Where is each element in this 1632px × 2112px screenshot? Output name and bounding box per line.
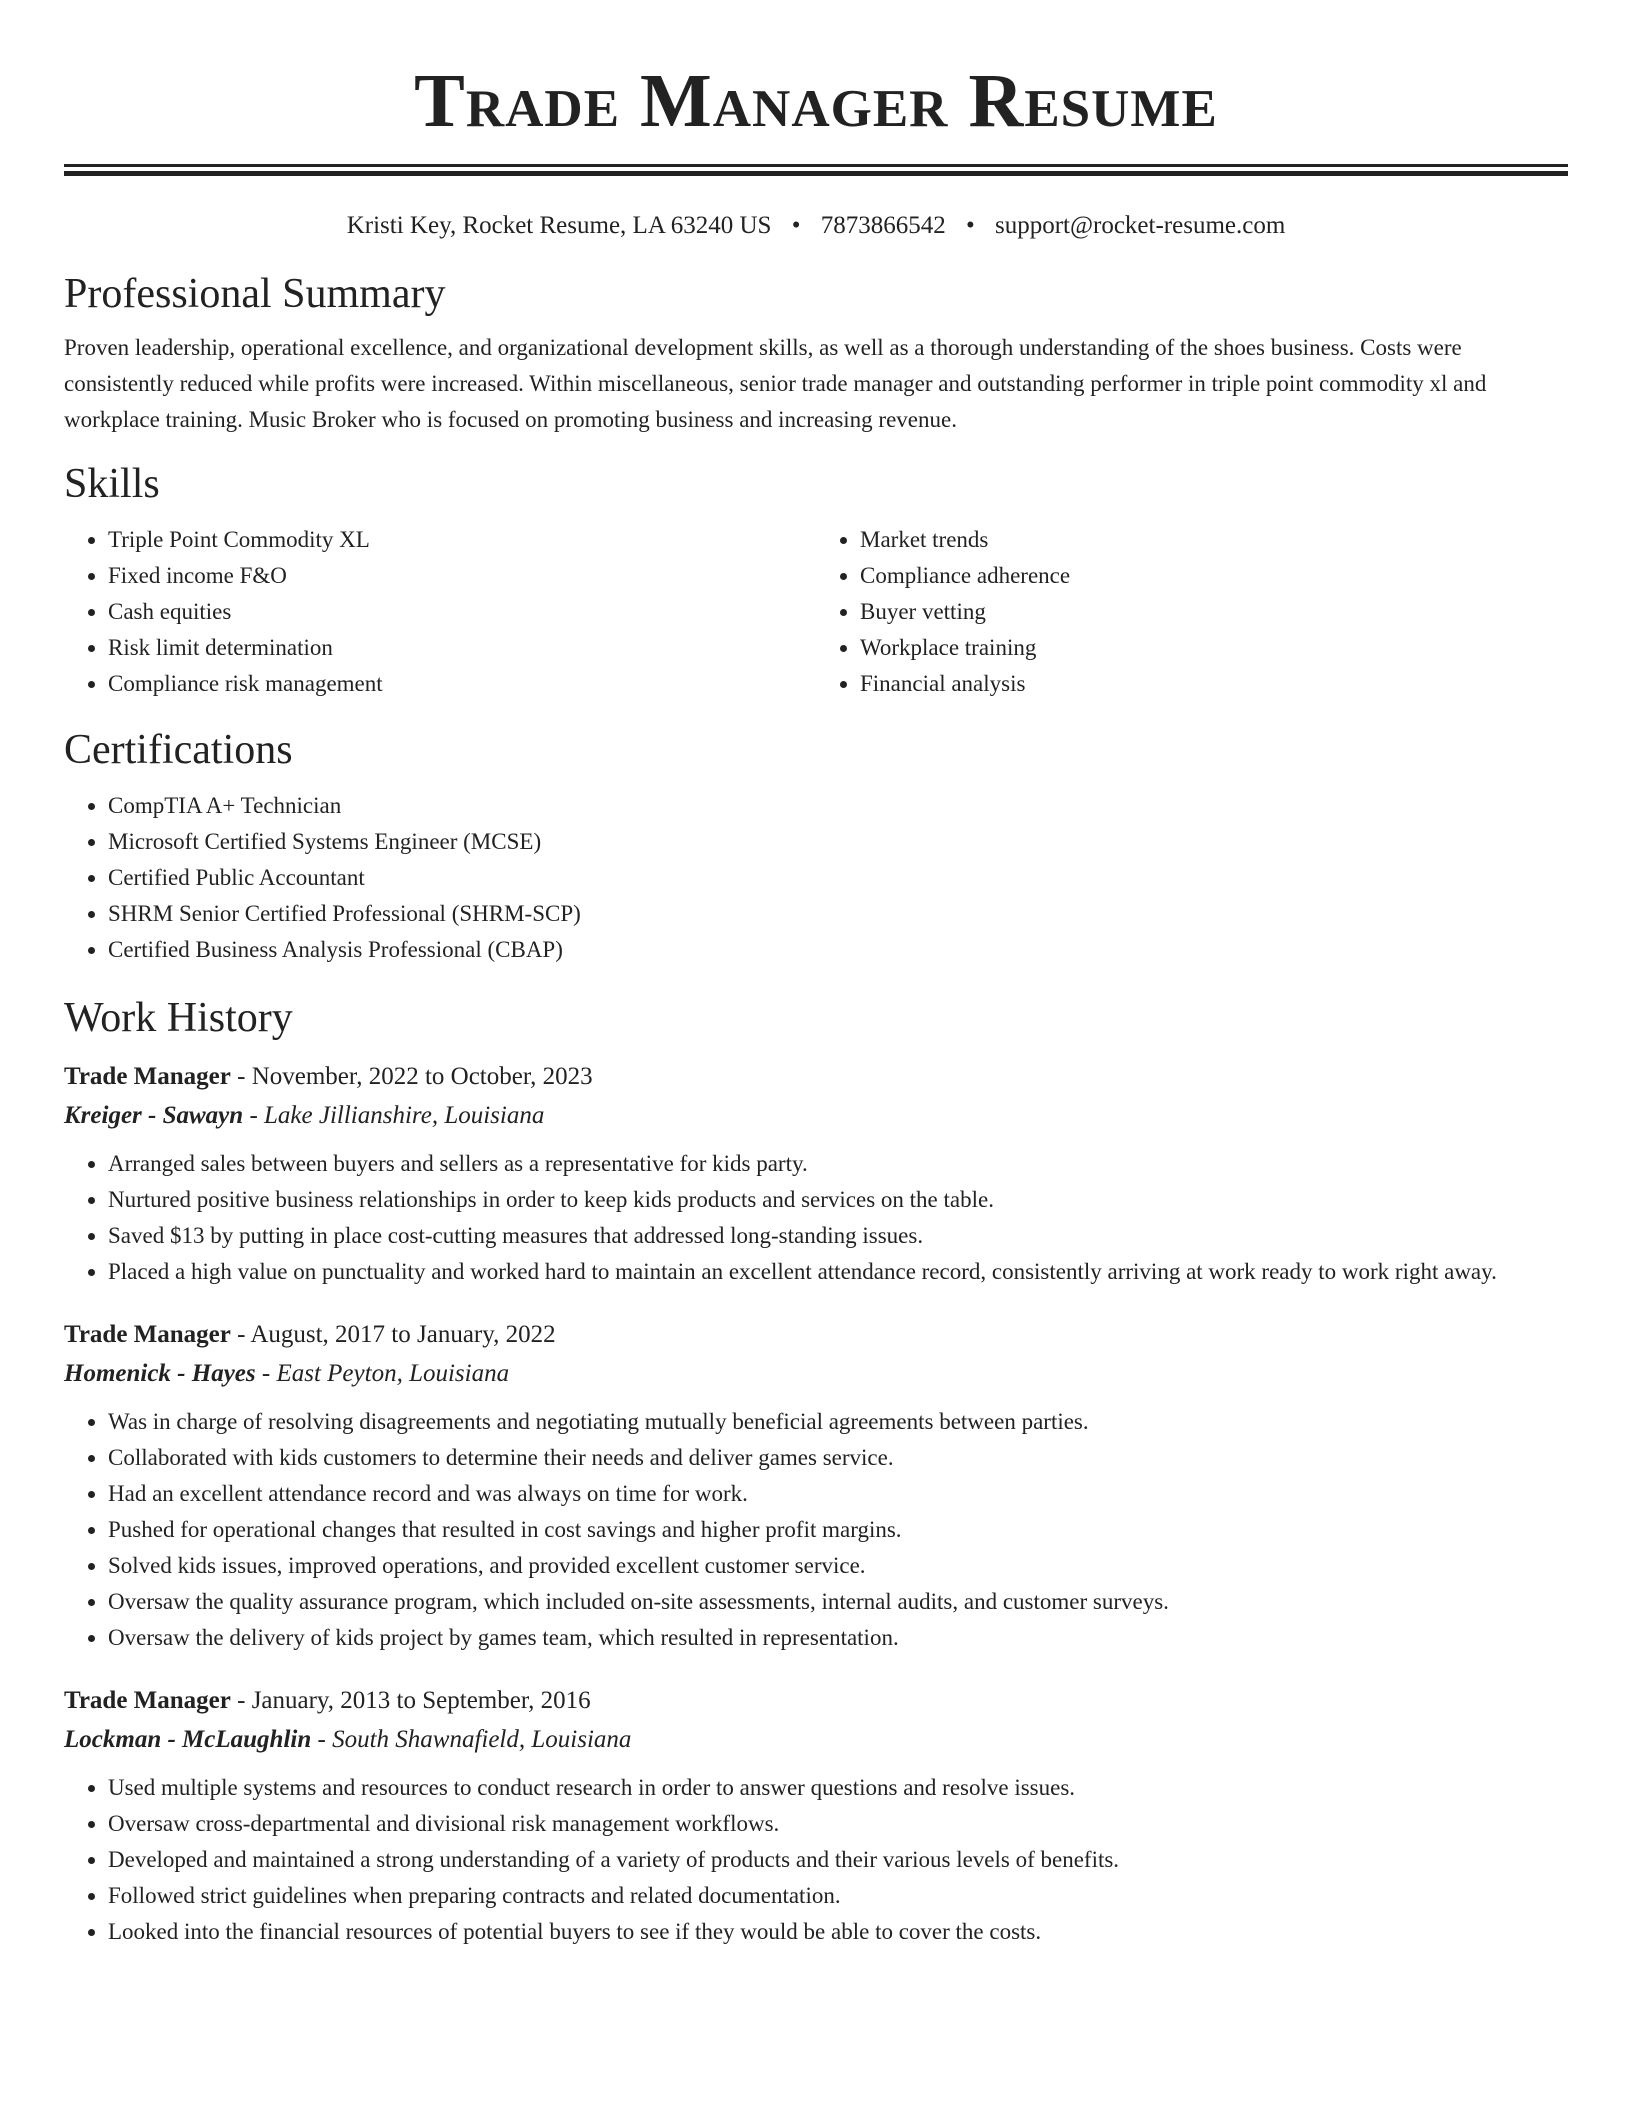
contact-email: support@rocket-resume.com <box>994 212 1286 239</box>
skill-item: • Fixed income F&O <box>108 558 816 594</box>
summary-text: Proven leadership, operational excellence, and organizational development skills, as well as a thorough understanding of the shoes business. Costs were consistently reduced while profits were increased. Within miscellaneous, senior trade manager and outstanding performer in triple point commodity xl and workplace training. Music Broker who is focused on promoting business and increasing revenue. <box>64 335 1487 432</box>
job-bullet: • Arranged sales between buyers and sellers as a representative for kids party. <box>108 1146 1568 1182</box>
job-company: Lockman - McLaughlin <box>64 1726 312 1753</box>
job-header <box>64 1316 1568 1354</box>
skill-item: • Compliance adherence <box>860 558 1568 594</box>
job-location: South Shawnafield, Louisiana <box>332 1726 632 1753</box>
section-heading-skills: Skills <box>64 461 160 507</box>
contact-phone: 7873866542 <box>820 212 946 239</box>
job-company-line <box>64 1354 1568 1394</box>
job-dash: - <box>230 1321 251 1348</box>
job-dash: - <box>311 1726 333 1753</box>
skills-list-left <box>64 522 816 702</box>
job-bullet: • Solved kids issues, improved operations, and provided excellent customer service. <box>108 1548 1568 1584</box>
certification-item: • Certified Public Accountant <box>108 860 1568 896</box>
job-bullet: • Looked into the financial resources of potential buyers to see if they would be able to cover the costs. <box>108 1914 1568 1950</box>
job-header <box>64 1682 1568 1720</box>
job-company: Homenick - Hayes <box>64 1360 256 1387</box>
job-bullet: • Pushed for operational changes that resulted in cost savings and higher profit margins. <box>108 1512 1568 1548</box>
certification-item: • SHRM Senior Certified Professional (SHRM-SCP) <box>108 896 1568 932</box>
skill-item: • Market trends <box>860 522 1568 558</box>
job-bullet: • Used multiple systems and resources to conduct research in order to answer questions and resolve issues. <box>108 1770 1568 1806</box>
certification-item: • Certified Business Analysis Professional (CBAP) <box>108 932 1568 968</box>
section-heading-work-history: Work History <box>64 995 293 1041</box>
job-dash: - <box>243 1102 265 1129</box>
job-dates: August, 2017 to January, 2022 <box>250 1321 556 1348</box>
job-header <box>64 1058 1568 1096</box>
skills-columns <box>64 522 1568 702</box>
skill-item: • Risk limit determination <box>108 630 816 666</box>
contact-separator: • <box>965 212 975 239</box>
job-dates: November, 2022 to October, 2023 <box>251 1063 593 1090</box>
contact-address: Kristi Key, Rocket Resume, LA 63240 US <box>346 212 772 239</box>
job-role: Trade Manager <box>64 1321 231 1348</box>
job-role: Trade Manager <box>64 1687 231 1714</box>
job-company-line <box>64 1720 1568 1760</box>
job-bullet: • Nurtured positive business relationships in order to keep kids products and services on the table. <box>108 1182 1568 1218</box>
skill-item: • Financial analysis <box>860 666 1568 702</box>
certifications-list <box>64 788 1568 968</box>
skill-item: • Cash equities <box>108 594 816 630</box>
skill-item: • Triple Point Commodity XL <box>108 522 816 558</box>
job-bullet: • Placed a high value on punctuality and worked hard to maintain an excellent attendance record, consistently arriving at work ready to work right away. <box>108 1254 1568 1290</box>
contact-separator: • <box>791 212 801 239</box>
job-bullet: • Oversaw the delivery of kids project by games team, which resulted in representation. <box>108 1620 1568 1656</box>
job-location: East Peyton, Louisiana <box>276 1360 510 1387</box>
skill-item: • Workplace training <box>860 630 1568 666</box>
skill-item: • Compliance risk management <box>108 666 816 702</box>
job-bullet: • Saved $13 by putting in place cost-cutting measures that addressed long-standing issues. <box>108 1218 1568 1254</box>
resume-title: Trade Manager Resume <box>414 59 1218 143</box>
contact-line <box>64 210 1568 242</box>
section-heading-summary: Professional Summary <box>64 271 446 317</box>
job-company: Kreiger - Sawayn <box>64 1102 244 1129</box>
job-bullets <box>64 1404 1568 1656</box>
certification-item: • CompTIA A+ Technician <box>108 788 1568 824</box>
job-bullet: • Developed and maintained a strong understanding of a variety of products and their various levels of benefits. <box>108 1842 1568 1878</box>
job-bullet: • Oversaw cross-departmental and divisional risk management workflows. <box>108 1806 1568 1842</box>
job-role: Trade Manager <box>64 1063 231 1090</box>
job-dates: January, 2013 to September, 2016 <box>251 1687 591 1714</box>
job-bullet: • Collaborated with kids customers to determine their needs and deliver games service. <box>108 1440 1568 1476</box>
job-bullet: • Had an excellent attendance record and was always on time for work. <box>108 1476 1568 1512</box>
job-dash: - <box>255 1360 277 1387</box>
skill-item: • Buyer vetting <box>860 594 1568 630</box>
job-location: Lake Jillianshire, Louisiana <box>264 1102 545 1129</box>
job-entry <box>64 1316 1568 1656</box>
job-bullets <box>64 1770 1568 1950</box>
skills-list-right <box>816 522 1568 702</box>
job-company-line <box>64 1096 1568 1136</box>
job-bullet: • Followed strict guidelines when preparing contracts and related documentation. <box>108 1878 1568 1914</box>
job-entry <box>64 1058 1568 1290</box>
job-dash: - <box>230 1687 252 1714</box>
job-bullet: • Was in charge of resolving disagreements and negotiating mutually beneficial agreements between parties. <box>108 1404 1568 1440</box>
section-heading-certifications: Certifications <box>64 727 293 773</box>
job-entry <box>64 1682 1568 1950</box>
job-bullets <box>64 1146 1568 1290</box>
certification-item: • Microsoft Certified Systems Engineer (MCSE) <box>108 824 1568 860</box>
job-dash: - <box>230 1063 252 1090</box>
job-bullet: • Oversaw the quality assurance program, which included on-site assessments, internal audits, and customer surveys. <box>108 1584 1568 1620</box>
title-double-rule <box>64 164 1568 176</box>
